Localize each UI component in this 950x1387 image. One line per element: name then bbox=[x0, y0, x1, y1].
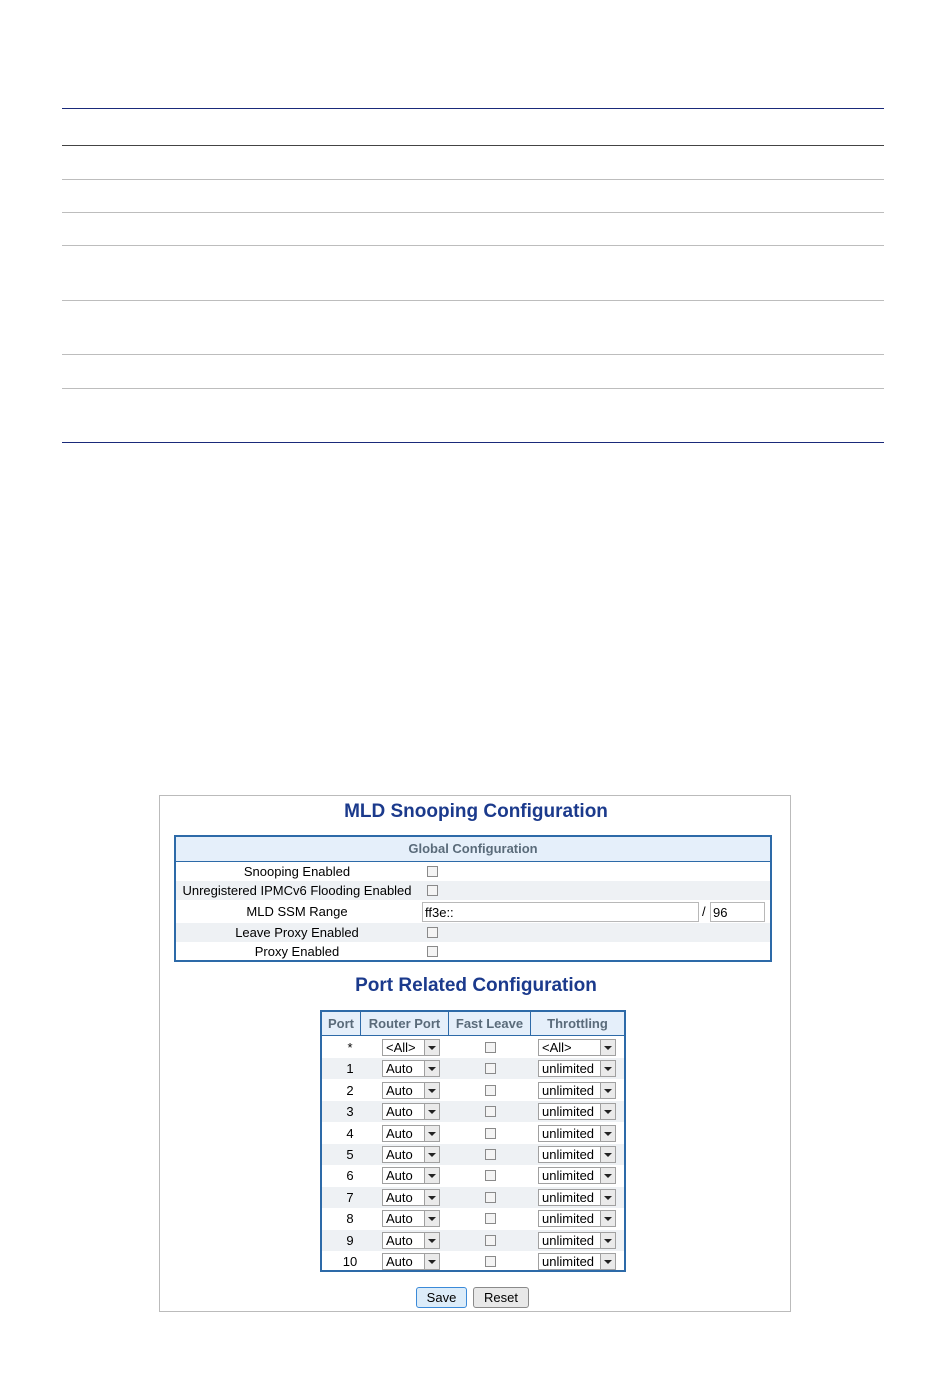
table-row bbox=[322, 1165, 624, 1186]
port-number: 3 bbox=[346, 1104, 354, 1120]
doc-table-top-rule bbox=[62, 108, 884, 109]
router-port-value: Auto bbox=[386, 1147, 413, 1162]
router-port-value: Auto bbox=[386, 1061, 413, 1077]
throttling-select[interactable] bbox=[538, 1146, 616, 1163]
router-port-select[interactable] bbox=[382, 1253, 440, 1270]
throttling-value: unlimited bbox=[542, 1168, 595, 1184]
fast-leave-checkbox[interactable] bbox=[485, 1063, 496, 1074]
table-row bbox=[322, 1080, 624, 1101]
throttling-select[interactable] bbox=[538, 1232, 616, 1249]
mld-snooping-panel bbox=[159, 795, 791, 1312]
chevron-down-icon[interactable] bbox=[600, 1104, 615, 1119]
unregistered-flooding-label: Unregistered IPMCv6 Flooding Enabled bbox=[182, 883, 412, 898]
throttling-value: unlimited bbox=[542, 1104, 595, 1120]
chevron-down-icon[interactable] bbox=[600, 1126, 615, 1141]
router-port-value: <All> bbox=[386, 1040, 416, 1055]
fast-leave-checkbox[interactable] bbox=[485, 1213, 496, 1224]
doc-table-row-rule bbox=[62, 245, 884, 246]
port-number: 8 bbox=[346, 1211, 354, 1227]
router-port-value: Auto bbox=[386, 1189, 413, 1205]
leave-proxy-row bbox=[176, 923, 770, 942]
throttling-select[interactable] bbox=[538, 1253, 616, 1270]
chevron-down-icon[interactable] bbox=[600, 1061, 615, 1076]
throttling-value: unlimited bbox=[542, 1254, 595, 1269]
col-header-fast-leave: Fast Leave bbox=[449, 1012, 531, 1036]
proxy-enabled-label: Proxy Enabled bbox=[254, 944, 340, 959]
ssm-range-prefix-input[interactable] bbox=[422, 902, 699, 922]
table-row bbox=[322, 1123, 624, 1144]
fast-leave-checkbox[interactable] bbox=[485, 1106, 496, 1117]
router-port-value: Auto bbox=[386, 1254, 413, 1269]
throttling-select[interactable] bbox=[538, 1167, 616, 1184]
throttling-select[interactable] bbox=[538, 1125, 616, 1142]
chevron-down-icon[interactable] bbox=[424, 1233, 439, 1248]
port-number: 4 bbox=[346, 1125, 354, 1141]
table-row bbox=[322, 1208, 624, 1229]
port-number: 10 bbox=[342, 1254, 358, 1269]
throttling-value: unlimited bbox=[542, 1232, 595, 1248]
col-header-port: Port bbox=[322, 1012, 361, 1036]
chevron-down-icon[interactable] bbox=[424, 1061, 439, 1076]
chevron-down-icon[interactable] bbox=[600, 1147, 615, 1162]
table-row bbox=[322, 1101, 624, 1122]
chevron-down-icon[interactable] bbox=[424, 1126, 439, 1141]
port-number: 1 bbox=[346, 1061, 354, 1077]
unregistered-flooding-checkbox[interactable] bbox=[427, 885, 438, 896]
fast-leave-checkbox[interactable] bbox=[485, 1042, 496, 1053]
table-row bbox=[322, 1230, 624, 1251]
doc-table-row-rule bbox=[62, 212, 884, 213]
chevron-down-icon[interactable] bbox=[424, 1104, 439, 1119]
doc-table-row-rule bbox=[62, 179, 884, 180]
fast-leave-checkbox[interactable] bbox=[485, 1085, 496, 1096]
fast-leave-checkbox[interactable] bbox=[485, 1170, 496, 1181]
chevron-down-icon[interactable] bbox=[424, 1040, 439, 1055]
port-number: 9 bbox=[346, 1232, 354, 1248]
chevron-down-icon[interactable] bbox=[600, 1083, 615, 1098]
global-config-header: Global Configuration bbox=[176, 837, 770, 862]
router-port-select[interactable] bbox=[382, 1103, 440, 1120]
fast-leave-checkbox[interactable] bbox=[485, 1128, 496, 1139]
global-config-table bbox=[174, 835, 772, 962]
fast-leave-checkbox[interactable] bbox=[485, 1192, 496, 1203]
ssm-range-separator: / bbox=[702, 904, 706, 919]
proxy-enabled-checkbox[interactable] bbox=[427, 946, 438, 957]
throttling-select[interactable] bbox=[538, 1189, 616, 1206]
table-row bbox=[322, 1037, 624, 1058]
chevron-down-icon[interactable] bbox=[424, 1168, 439, 1183]
throttling-select[interactable] bbox=[538, 1103, 616, 1120]
doc-table-row-rule bbox=[62, 300, 884, 301]
router-port-select[interactable] bbox=[382, 1082, 440, 1099]
router-port-select[interactable] bbox=[382, 1189, 440, 1206]
snooping-enabled-label: Snooping Enabled bbox=[243, 864, 351, 879]
router-port-value: Auto bbox=[386, 1232, 413, 1248]
snooping-enabled-row bbox=[176, 862, 770, 881]
unregistered-flooding-row bbox=[176, 881, 770, 900]
throttling-value: unlimited bbox=[542, 1082, 595, 1098]
port-number: 2 bbox=[346, 1082, 354, 1098]
port-number: 5 bbox=[346, 1147, 354, 1162]
doc-table-row-rule bbox=[62, 388, 884, 389]
port-config-table bbox=[320, 1010, 626, 1272]
throttling-value: <All> bbox=[542, 1040, 572, 1055]
doc-table-row-rule bbox=[62, 354, 884, 355]
chevron-down-icon[interactable] bbox=[600, 1168, 615, 1183]
chevron-down-icon[interactable] bbox=[600, 1211, 615, 1226]
throttling-select[interactable] bbox=[538, 1082, 616, 1099]
table-row bbox=[322, 1187, 624, 1208]
router-port-value: Auto bbox=[386, 1168, 413, 1184]
throttling-value: unlimited bbox=[542, 1061, 595, 1077]
router-port-select[interactable] bbox=[382, 1125, 440, 1142]
ssm-range-label: MLD SSM Range bbox=[246, 904, 348, 919]
chevron-down-icon[interactable] bbox=[424, 1254, 439, 1269]
leave-proxy-label: Leave Proxy Enabled bbox=[235, 925, 359, 940]
router-port-select[interactable] bbox=[382, 1060, 440, 1077]
reset-button[interactable]: Reset bbox=[473, 1287, 529, 1308]
throttling-select[interactable] bbox=[538, 1060, 616, 1077]
save-button[interactable]: Save bbox=[416, 1287, 467, 1308]
col-header-throttling: Throttling bbox=[531, 1012, 624, 1036]
page-title: MLD Snooping Configuration bbox=[344, 801, 608, 822]
router-port-value: Auto bbox=[386, 1125, 413, 1141]
chevron-down-icon[interactable] bbox=[424, 1147, 439, 1162]
port-number: 7 bbox=[346, 1189, 354, 1205]
router-port-select[interactable] bbox=[382, 1232, 440, 1249]
fast-leave-checkbox[interactable] bbox=[485, 1256, 496, 1267]
throttling-value: unlimited bbox=[542, 1147, 595, 1162]
chevron-down-icon[interactable] bbox=[600, 1190, 615, 1205]
doc-table-header-rule bbox=[62, 145, 884, 146]
router-port-value: Auto bbox=[386, 1211, 413, 1227]
router-port-select[interactable] bbox=[382, 1146, 440, 1163]
doc-table-bottom-rule bbox=[62, 442, 884, 443]
throttling-select[interactable] bbox=[538, 1039, 616, 1056]
chevron-down-icon[interactable] bbox=[600, 1254, 615, 1269]
port-section-title: Port Related Configuration bbox=[355, 975, 597, 996]
chevron-down-icon[interactable] bbox=[600, 1233, 615, 1248]
chevron-down-icon[interactable] bbox=[600, 1040, 615, 1055]
chevron-down-icon[interactable] bbox=[424, 1190, 439, 1205]
snooping-enabled-checkbox[interactable] bbox=[427, 866, 438, 877]
port-number: * bbox=[347, 1040, 353, 1055]
ssm-range-row bbox=[176, 900, 770, 924]
fast-leave-checkbox[interactable] bbox=[485, 1149, 496, 1160]
router-port-select[interactable] bbox=[382, 1210, 440, 1227]
chevron-down-icon[interactable] bbox=[424, 1083, 439, 1098]
router-port-value: Auto bbox=[386, 1104, 413, 1120]
throttling-value: unlimited bbox=[542, 1125, 595, 1141]
ssm-range-length-input[interactable] bbox=[710, 902, 765, 922]
chevron-down-icon[interactable] bbox=[424, 1211, 439, 1226]
table-row bbox=[322, 1058, 624, 1079]
throttling-value: unlimited bbox=[542, 1189, 595, 1205]
table-row bbox=[322, 1144, 624, 1165]
router-port-value: Auto bbox=[386, 1082, 413, 1098]
router-port-select[interactable] bbox=[382, 1167, 440, 1184]
throttling-select[interactable] bbox=[538, 1210, 616, 1227]
leave-proxy-checkbox[interactable] bbox=[427, 927, 438, 938]
col-header-router-port: Router Port bbox=[361, 1012, 449, 1036]
port-number: 6 bbox=[346, 1168, 354, 1184]
fast-leave-checkbox[interactable] bbox=[485, 1235, 496, 1246]
throttling-value: unlimited bbox=[542, 1211, 595, 1227]
table-row bbox=[322, 1251, 624, 1272]
router-port-select[interactable] bbox=[382, 1039, 440, 1056]
proxy-enabled-row bbox=[176, 942, 770, 961]
